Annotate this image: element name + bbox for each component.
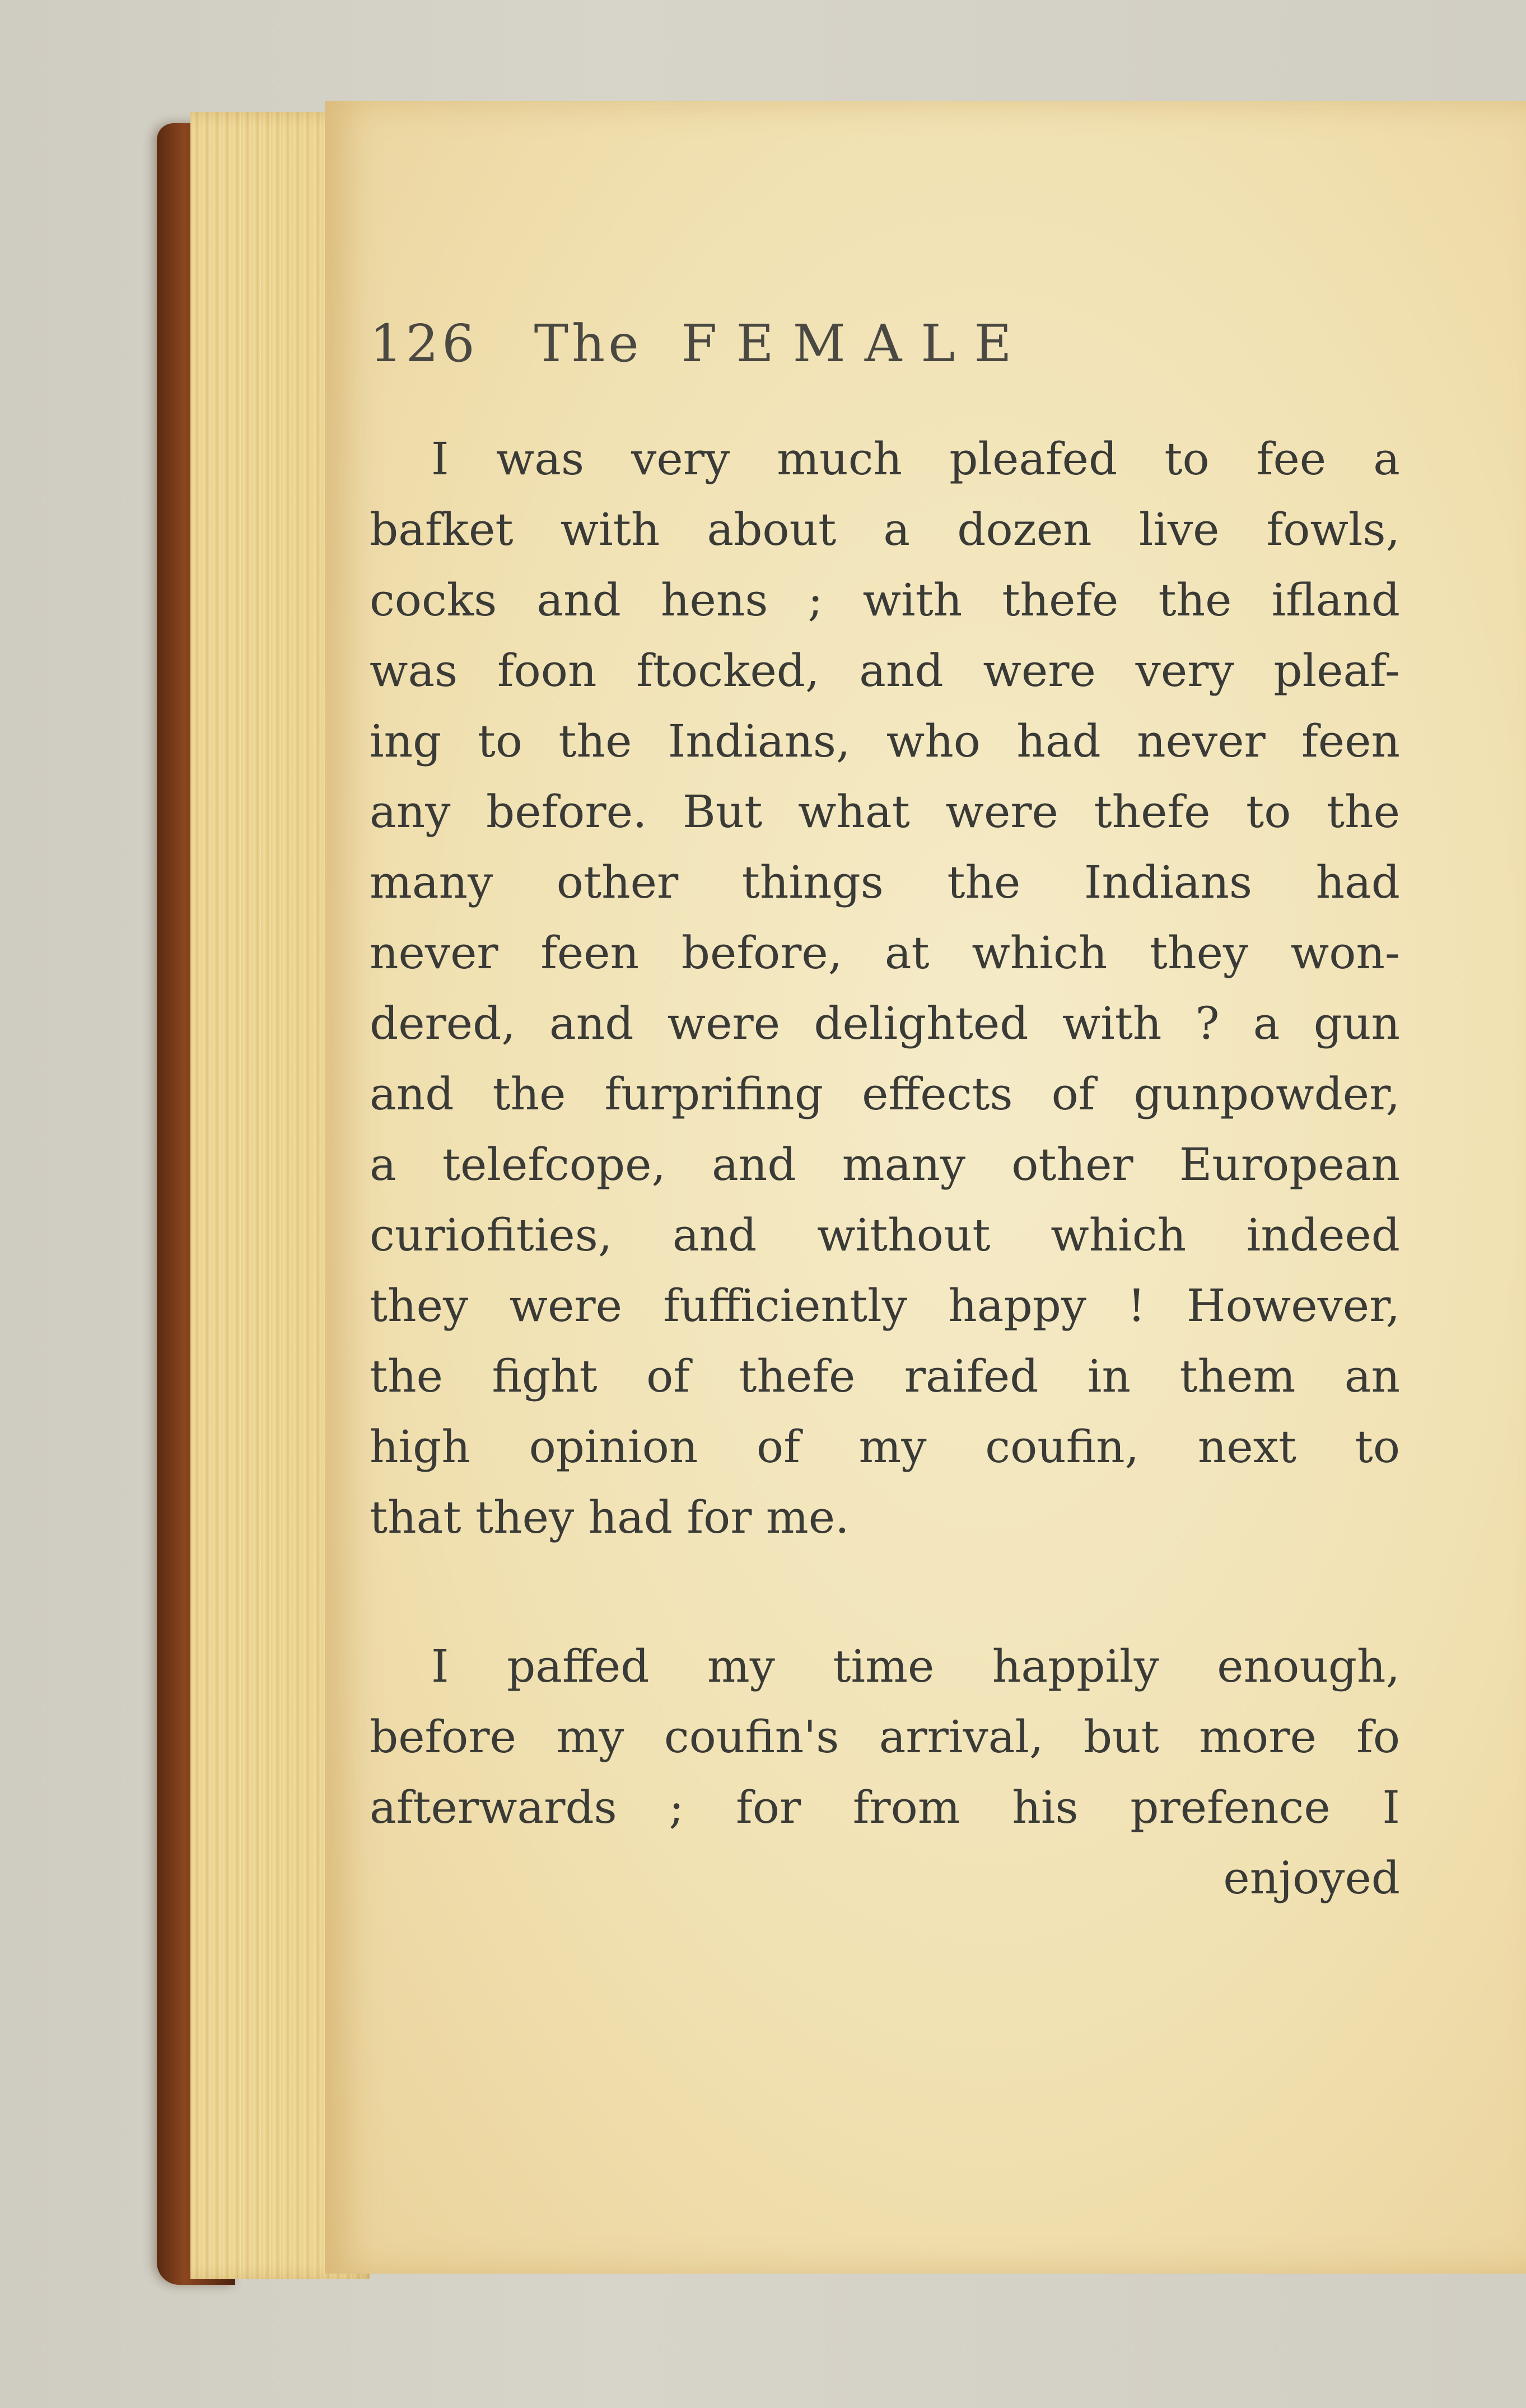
catchword: enjoyed bbox=[1223, 1852, 1400, 1904]
text-line: dered, and were delighted with ? a gun bbox=[370, 997, 1400, 1049]
text-line: that they had for me. bbox=[370, 1491, 850, 1543]
text-line: bafket with about a dozen live fowls, bbox=[370, 503, 1400, 556]
text-line: afterwards ; for from his prefence I bbox=[370, 1781, 1400, 1833]
text-line: I was very much pleafed to fee a bbox=[431, 433, 1400, 485]
page-text bbox=[370, 314, 1400, 1914]
text-line: cocks and hens ; with thefe the ifland bbox=[370, 574, 1400, 626]
paragraph-1 bbox=[370, 424, 1400, 1553]
text-line: never feen before, at which they won- bbox=[370, 927, 1400, 979]
text-line: was foon ftocked, and were very pleaf- bbox=[370, 645, 1400, 697]
text-line: before my coufin's arrival, but more fo bbox=[370, 1711, 1400, 1763]
paragraph-gap bbox=[370, 1553, 1400, 1631]
running-head bbox=[370, 314, 1400, 374]
text-line: ing to the Indians, who had never feen bbox=[370, 715, 1400, 767]
text-line: a telefcope, and many other European bbox=[370, 1138, 1400, 1191]
page-number: 126 bbox=[370, 314, 478, 374]
text-line: high opinion of my coufin, next to bbox=[370, 1421, 1400, 1473]
text-line: I paffed my time happily enough, bbox=[431, 1640, 1400, 1692]
running-head-the: The bbox=[534, 314, 642, 374]
text-line: and the furprifing effects of gunpowder, bbox=[370, 1068, 1400, 1120]
text-line: the fight of thefe raifed in them an bbox=[370, 1350, 1400, 1402]
text-line: any before. But what were thefe to the bbox=[370, 786, 1400, 838]
paragraph-2 bbox=[370, 1631, 1400, 1843]
text-line: many other things the Indians had bbox=[370, 856, 1400, 908]
text-line: curiofities, and without which indeed bbox=[370, 1209, 1400, 1261]
text-line: they were fufficiently happy ! However, bbox=[370, 1280, 1400, 1332]
running-head-title: FEMALE bbox=[681, 314, 1031, 374]
